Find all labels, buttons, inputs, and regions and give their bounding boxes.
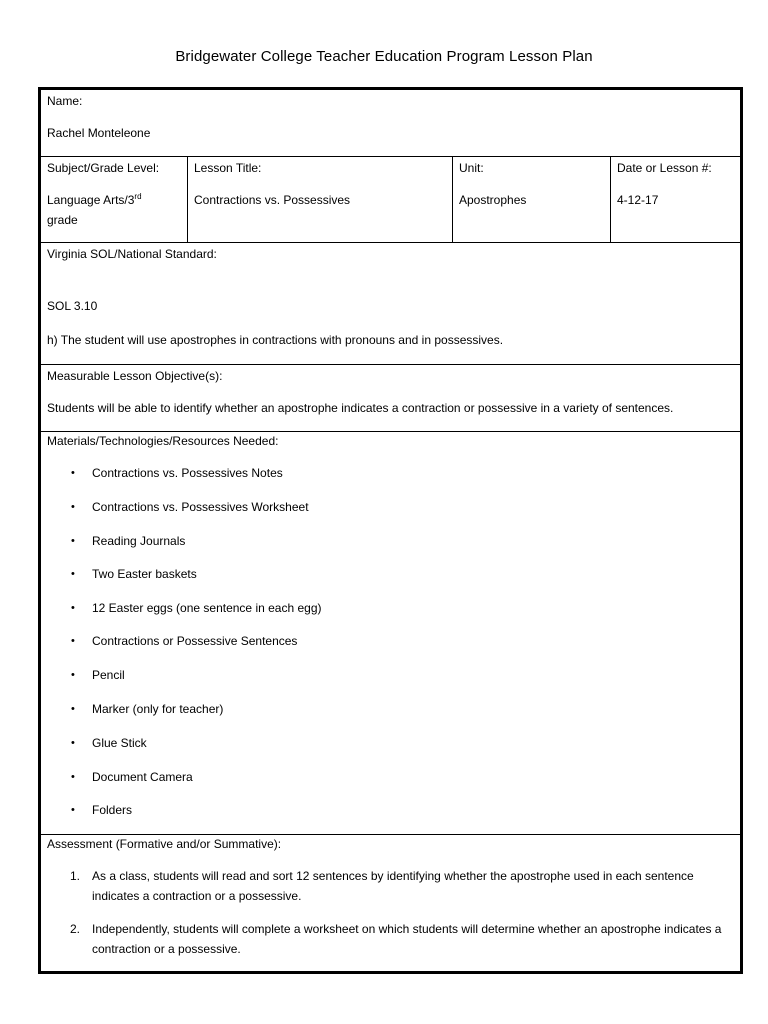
subject-value: Language Arts/3rd	[47, 192, 142, 207]
list-item	[41, 534, 740, 550]
document-title: Bridgewater College Teacher Education Program Lesson Plan	[175, 48, 593, 65]
column-divider	[610, 156, 611, 243]
materials-label: Materials/Technologies/Resources Needed:	[47, 434, 279, 448]
name-value: Rachel Monteleone	[47, 126, 151, 140]
bullet-icon: •	[71, 737, 75, 749]
sol-row	[41, 243, 740, 364]
material-item: Marker (only for teacher)	[92, 702, 224, 716]
lesson-info-row	[41, 157, 740, 242]
bullet-icon: •	[71, 771, 75, 783]
material-item: Pencil	[92, 668, 125, 682]
material-item: Contractions vs. Possessives Worksheet	[92, 500, 309, 514]
bullet-icon: •	[71, 635, 75, 647]
objective-label: Measurable Lesson Objective(s):	[47, 369, 223, 383]
list-item	[41, 866, 740, 908]
material-item: Glue Stick	[92, 736, 147, 750]
assessment-item-text: As a class, students will read and sort 12 sentences by identifying whether the apostrophe used in each sentence indicates a contraction or a possessive.	[92, 869, 694, 903]
material-item: Contractions vs. Possessives Notes	[92, 466, 283, 480]
subject-value-grade: grade	[47, 213, 78, 227]
bullet-icon: •	[71, 535, 75, 547]
date-label: Date or Lesson #:	[617, 161, 712, 175]
column-divider	[452, 156, 453, 243]
bullet-icon: •	[71, 703, 75, 715]
list-item	[41, 803, 740, 819]
list-item	[41, 736, 740, 752]
list-item	[41, 668, 740, 684]
bullet-icon: •	[71, 501, 75, 513]
objective-row	[41, 365, 740, 431]
objective-text: Students will be able to identify whether an apostrophe indicates a contraction or possessive in a variety of sentences.	[47, 401, 674, 415]
list-item	[41, 770, 740, 786]
material-item: Reading Journals	[92, 534, 186, 548]
sol-code: SOL 3.10	[47, 299, 98, 313]
bullet-icon: •	[71, 602, 75, 614]
assessment-item-text: Independently, students will complete a worksheet on which students will determine whether an apostrophe indicates a contraction or a possessive.	[92, 922, 722, 956]
list-item	[41, 634, 740, 650]
material-item: Document Camera	[92, 770, 193, 784]
sol-text: h) The student will use apostrophes in contractions with pronouns and in possessives.	[47, 333, 504, 347]
list-item	[41, 567, 740, 583]
material-item: Contractions or Possessive Sentences	[92, 634, 298, 648]
subject-label: Subject/Grade Level:	[47, 161, 160, 175]
name-label: Name:	[47, 94, 83, 108]
lesson-plan-table	[38, 87, 743, 974]
material-item: Two Easter baskets	[92, 567, 197, 581]
item-number: 2.	[70, 922, 81, 936]
sol-label: Virginia SOL/National Standard:	[47, 247, 217, 261]
unit-label: Unit:	[459, 161, 484, 175]
date-value: 4-12-17	[617, 193, 659, 207]
list-item	[41, 601, 740, 617]
item-number: 1.	[70, 869, 81, 883]
material-item: 12 Easter eggs (one sentence in each egg)	[92, 601, 322, 615]
list-item	[41, 919, 740, 961]
bullet-icon: •	[71, 568, 75, 580]
lesson-title-label: Lesson Title:	[194, 161, 262, 175]
bullet-icon: •	[71, 467, 75, 479]
bullet-icon: •	[71, 669, 75, 681]
material-item: Folders	[92, 803, 133, 817]
lesson-title-value: Contractions vs. Possessives	[194, 193, 351, 207]
list-item	[41, 500, 740, 516]
bullet-icon: •	[71, 804, 75, 816]
assessment-label: Assessment (Formative and/or Summative):	[47, 837, 282, 851]
materials-row	[41, 432, 740, 834]
list-item	[41, 466, 740, 482]
unit-value: Apostrophes	[459, 193, 527, 207]
list-item	[41, 702, 740, 718]
assessment-row	[41, 835, 740, 971]
name-row	[41, 90, 740, 156]
column-divider	[187, 156, 188, 243]
